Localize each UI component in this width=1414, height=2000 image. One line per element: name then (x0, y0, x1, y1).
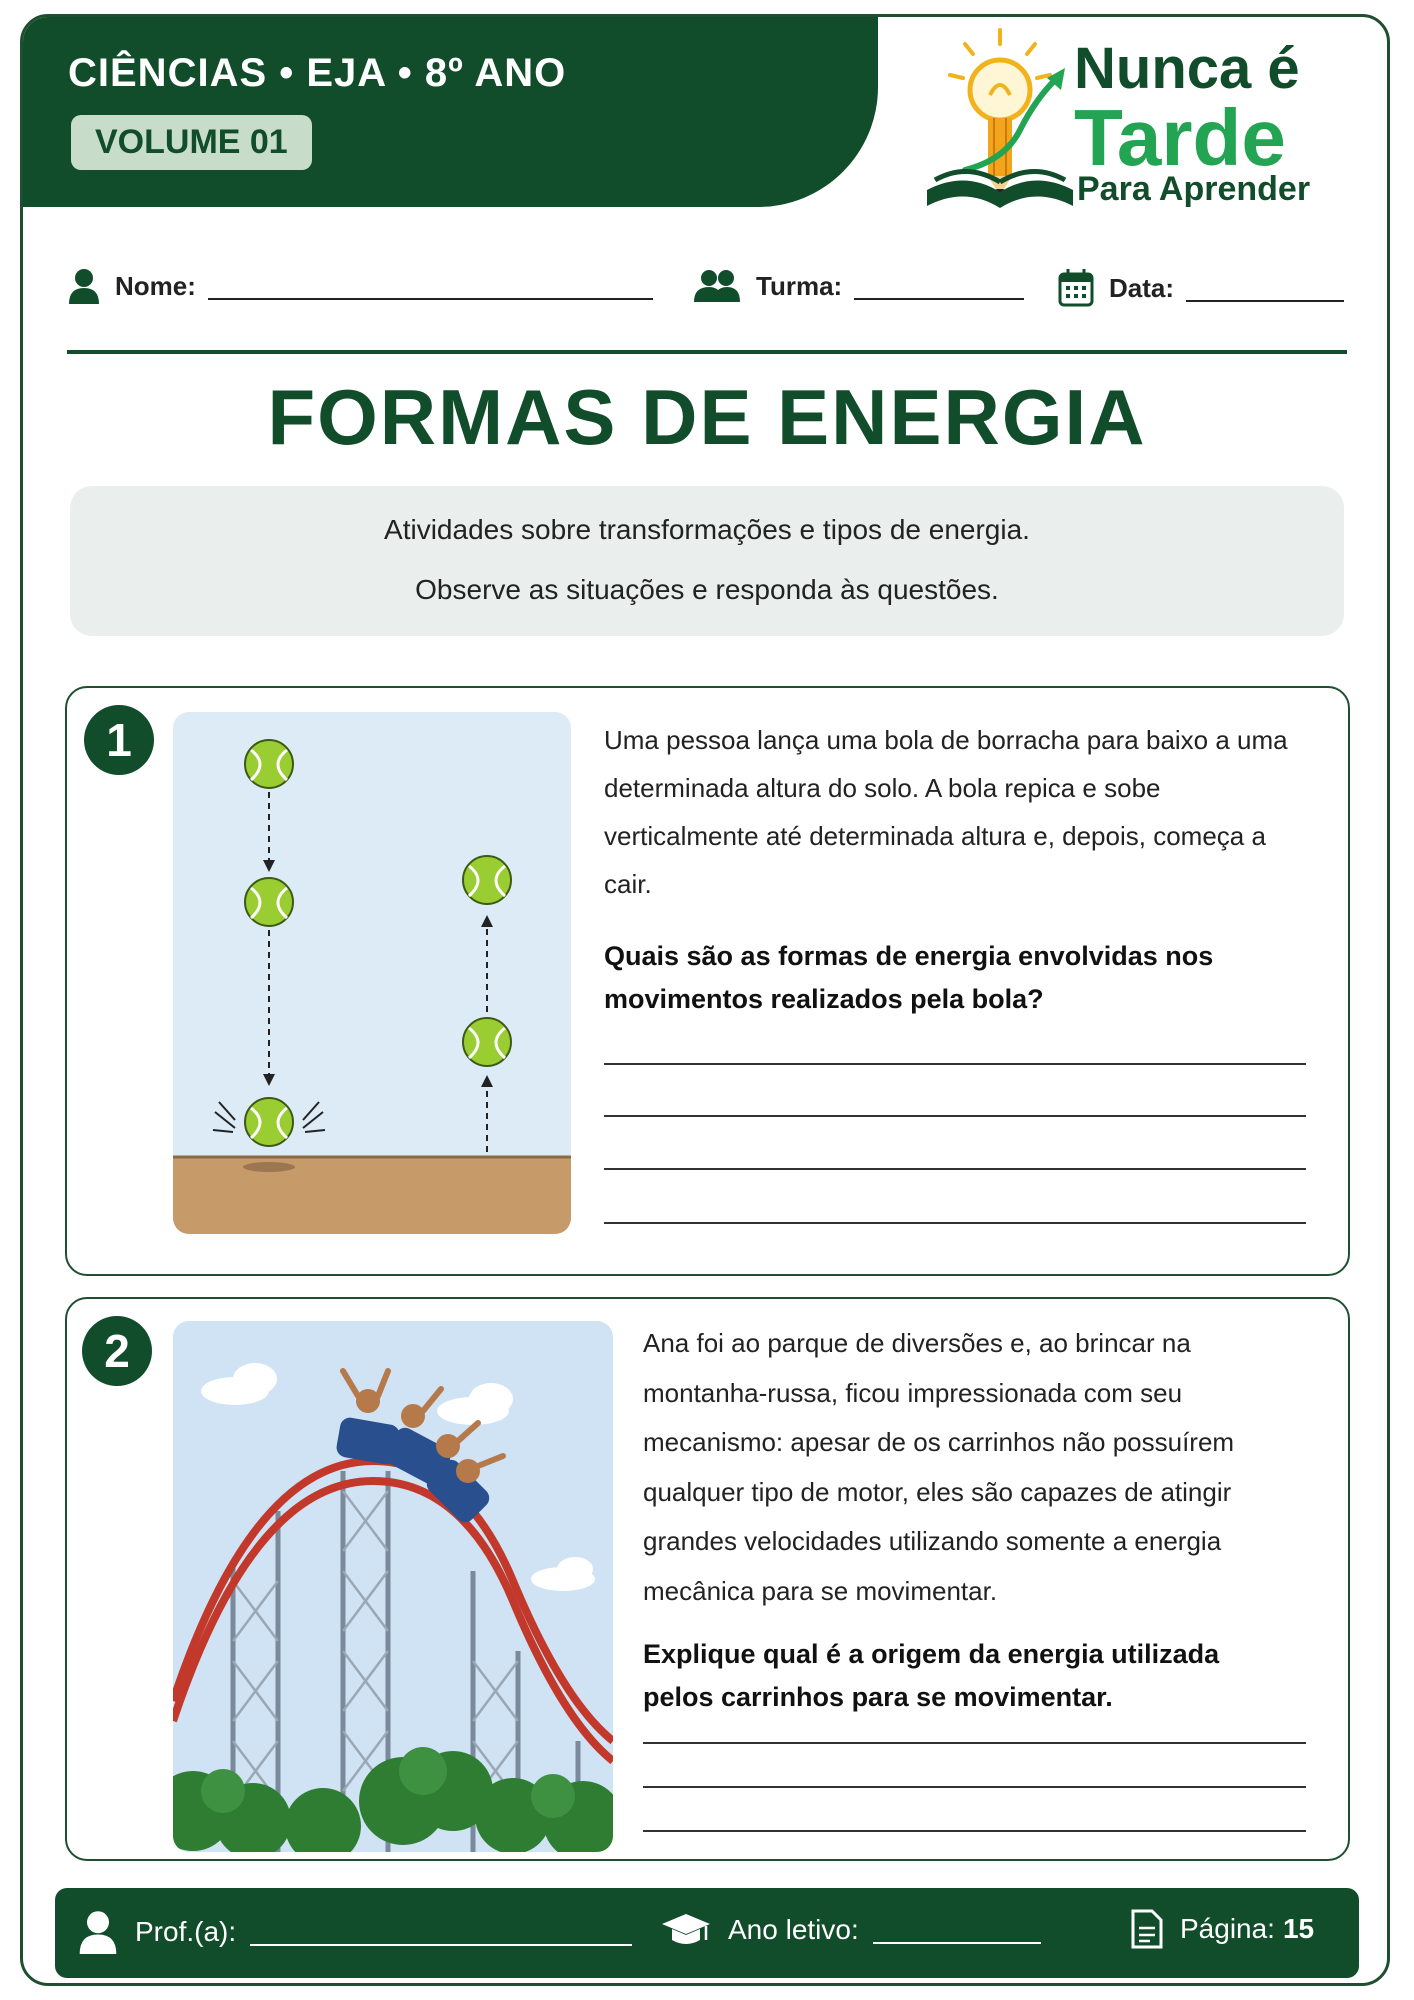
name-input-line[interactable] (208, 272, 653, 300)
volume-badge: VOLUME 01 (71, 115, 312, 170)
teacher-input-line[interactable] (250, 1918, 632, 1946)
question-number-1: 1 (84, 705, 154, 775)
graduation-cap-icon (660, 1910, 712, 1950)
class-label: Turma: (756, 270, 843, 301)
logo-text-line2: Tarde (1074, 93, 1286, 182)
page-title: FORMAS DE ENERGIA (267, 373, 1147, 461)
school-year-field[interactable] (660, 1910, 1041, 1950)
question-2-prompt: Explique qual é a origem da energia utilizada pelos carrinhos para se movimentar. (643, 1639, 1220, 1712)
answer-line-1b[interactable] (604, 1115, 1306, 1117)
group-icon (692, 268, 742, 304)
teacher-label: Prof.(a): (135, 1916, 237, 1947)
date-label: Data: (1109, 272, 1175, 303)
question-1-prompt: Quais são as formas de energia envolvidas nos movimentos realizados pela bola? (604, 941, 1214, 1014)
question-2-text: Ana foi ao parque de diversões e, ao brincar na montanha-russa, ficou impressionada com seu mecanismo: apesar de os carrinhos não possuírem qualquer tipo de motor, eles são capazes de atingir grandes velocidades utilizando somente a energia mecânica para se movimentar. (643, 1328, 1235, 1606)
header-band (23, 17, 878, 207)
person-icon (67, 268, 101, 304)
name-field[interactable] (67, 268, 653, 304)
answer-line-2a[interactable] (643, 1742, 1306, 1744)
answer-line-1c[interactable] (604, 1168, 1306, 1170)
question-1-text: Uma pessoa lança uma bola de borracha para baixo a uma determinada altura do solo. A bola repica e sobe verticalmente até determinada altura e, depois, começa a cair. (604, 725, 1288, 899)
answer-line-2c[interactable] (643, 1830, 1306, 1832)
tennis-ball-icon (245, 740, 293, 788)
school-year-label: Ano letivo: (728, 1914, 859, 1945)
date-field[interactable] (1057, 268, 1344, 308)
subject-heading: CIÊNCIAS • EJA • 8º ANO (68, 51, 567, 95)
question-number-2: 2 (82, 1316, 152, 1386)
page-number: 15 (1282, 1913, 1315, 1944)
answer-line-1d[interactable] (604, 1222, 1306, 1224)
person-icon (77, 1910, 119, 1954)
calendar-icon (1057, 268, 1095, 308)
logo-text-line1: Nunca é (1074, 36, 1300, 101)
name-label: Nome: (115, 270, 196, 301)
school-year-input-line[interactable] (873, 1916, 1041, 1944)
document-icon (1130, 1908, 1164, 1950)
intro-line-1: Atividades sobre transformações e tipos de energia. (384, 514, 1030, 545)
page-indicator (1130, 1908, 1314, 1950)
teacher-field[interactable] (77, 1910, 632, 1954)
intro-box (70, 486, 1344, 636)
logo-text-line3: Para Aprender (1077, 170, 1311, 208)
class-field[interactable] (692, 268, 1024, 304)
answer-line-2b[interactable] (643, 1786, 1306, 1788)
class-input-line[interactable] (854, 272, 1024, 300)
intro-line-2: Observe as situações e responda às questões. (415, 574, 999, 605)
header-divider (67, 350, 1347, 354)
roller-coaster-illustration (173, 1321, 613, 1852)
date-input-line[interactable] (1186, 274, 1344, 302)
footer-bar (55, 1888, 1359, 1978)
bouncing-ball-illustration (173, 712, 571, 1234)
page-label: Página: (1180, 1913, 1275, 1944)
answer-line-1a[interactable] (604, 1063, 1306, 1065)
